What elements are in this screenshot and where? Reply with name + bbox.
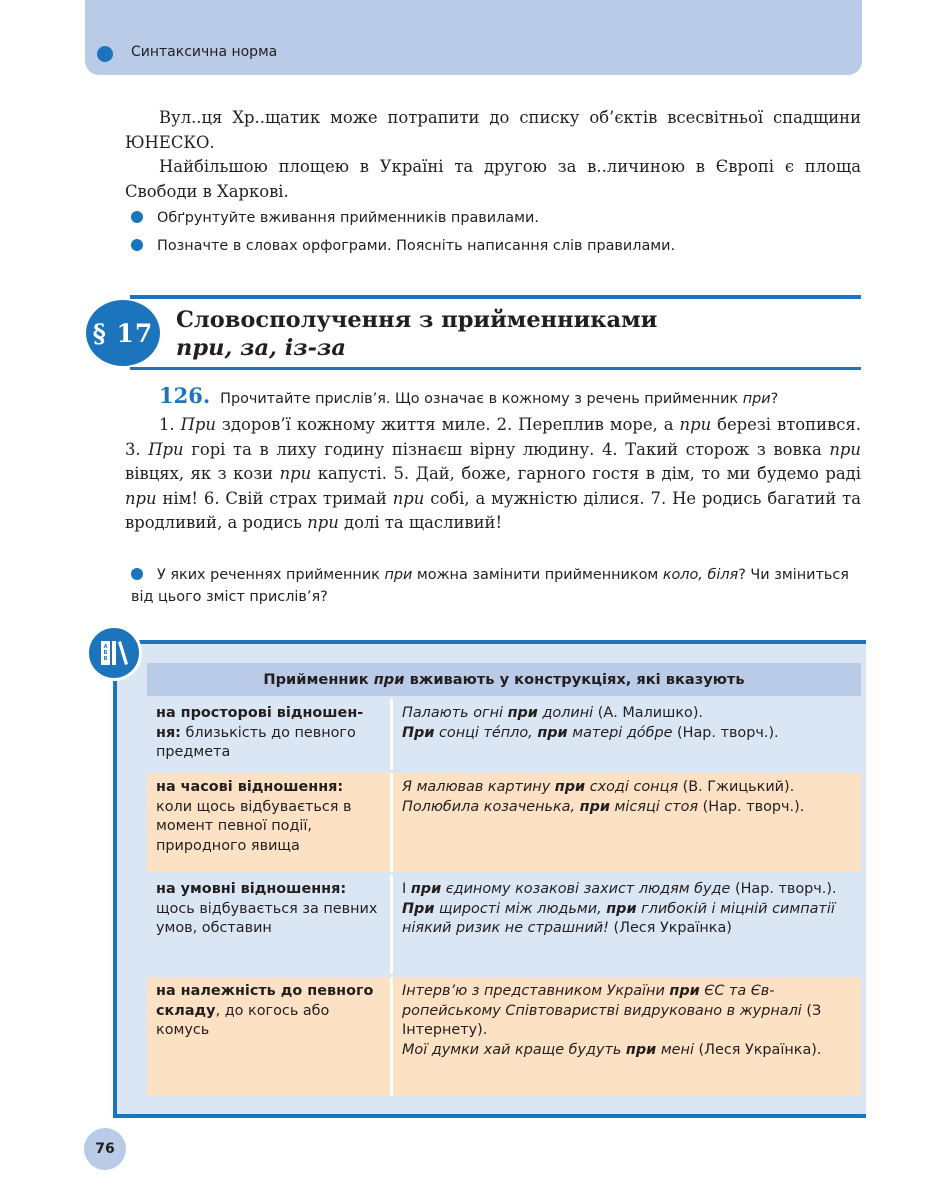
svg-text:А: А	[103, 644, 108, 650]
examples-cell: Інтерв’ю з представником України при ЄС та Європейському Співтоваристві видруковано в журналі (З Інтернету). Мої думки хай краще будуть при мені (Леся Українка).	[393, 977, 861, 1096]
relation-type-cell: на просторові відношення: близькість до певного предмета	[147, 699, 393, 770]
exercise-126	[125, 382, 861, 536]
examples-cell: Я малював картину при сході сонця (В. Гжицький). Полюбила козаченька, при місяці стоя (Нар. творч.).	[393, 773, 861, 872]
intro-bullet-2	[131, 234, 861, 258]
running-header-title: Синтаксична норма	[131, 44, 278, 60]
bullet-text: Позначте в словах орфограми. Поясніть написання слів правилами.	[157, 238, 676, 254]
bullet-icon	[131, 211, 143, 223]
section-number-badge: § 17	[86, 300, 160, 366]
header-bar	[85, 0, 862, 75]
relation-type-cell: на часові відношення: коли щось відбувається в момент певної події, природного явища	[147, 773, 393, 872]
relation-type-cell: на умовні відношення: щось відбувається за певних умов, обставин	[147, 875, 393, 974]
exercise-proverbs: 1. При здоров’ї кожному життя миле. 2. Переплив море, а при березі втопився. 3. При горі та в лиху годину пізнаєш вірну людину. 4. Такий сторож з вовка при вівцях, як з кози при капусті. 5. Дай, боже, гарного гостя в дім, то ми будемо раді при нім! 6. Свій страх тримай при собі, а мужністю ділися. 7. Не родись багатий та вродливий, а родись при долі та щасливий!	[125, 415, 861, 532]
exercise-number: 126.	[159, 383, 211, 408]
bullet-icon	[131, 568, 143, 580]
section-rule-bottom	[130, 367, 861, 370]
svg-text:Б: Б	[103, 650, 108, 656]
exercise-question: У яких реченнях прийменник при можна замінити прийменником коло, біля? Чи зміниться від цього зміст прислів’я?	[131, 567, 849, 605]
intro-text	[125, 106, 861, 204]
bullet-text: Обґрунтуйте вживання прийменників правилами.	[157, 210, 539, 226]
intro-bullet-1	[131, 206, 861, 230]
table-row	[147, 773, 861, 872]
table-row	[147, 875, 861, 974]
examples-cell: І при єдиному козакові захист людям буде (Нар. творч.). При щирості між людьми, при глибокій і міцній симпатії ніякий ризик не страшний! (Леся Українка)	[393, 875, 861, 974]
table-row	[147, 699, 861, 770]
bullet-icon	[131, 239, 143, 251]
books-icon	[86, 625, 142, 681]
rule-table-header	[147, 663, 861, 696]
table-row	[147, 977, 861, 1096]
section-title: Словосполучення з прийменниками	[176, 307, 658, 333]
exercise-task-text: Прочитайте прислів’я. Що означає в кожному з речень прийменник при?	[220, 391, 779, 407]
rule-table	[147, 660, 861, 1099]
relation-type-cell: на належність до певного складу, до когось або комусь	[147, 977, 393, 1096]
section-rule-top	[130, 295, 861, 299]
exercise-task	[125, 382, 861, 413]
examples-cell: Палають огні при долині (А. Малишко). При сонці те́пло, при матері до́бре (Нар. творч.).	[393, 699, 861, 770]
intro-paragraph-1: Вул..ця Хр..щатик може потрапити до списку об’єктів всесвітньої спадщини ЮНЕСКО.	[125, 108, 861, 152]
rule-header-cell: Прийменник при вживають у конструкціях, які вказують	[147, 663, 861, 696]
header-bullet-icon	[97, 46, 113, 62]
svg-text:В: В	[103, 656, 108, 662]
intro-paragraph-2: Найбільшою площею в Україні та другою за в..личиною в Європі є площа Свободи в Харкові.	[125, 157, 861, 201]
page-number: 76	[84, 1128, 126, 1170]
section-subtitle: при, за, із-за	[176, 335, 346, 361]
